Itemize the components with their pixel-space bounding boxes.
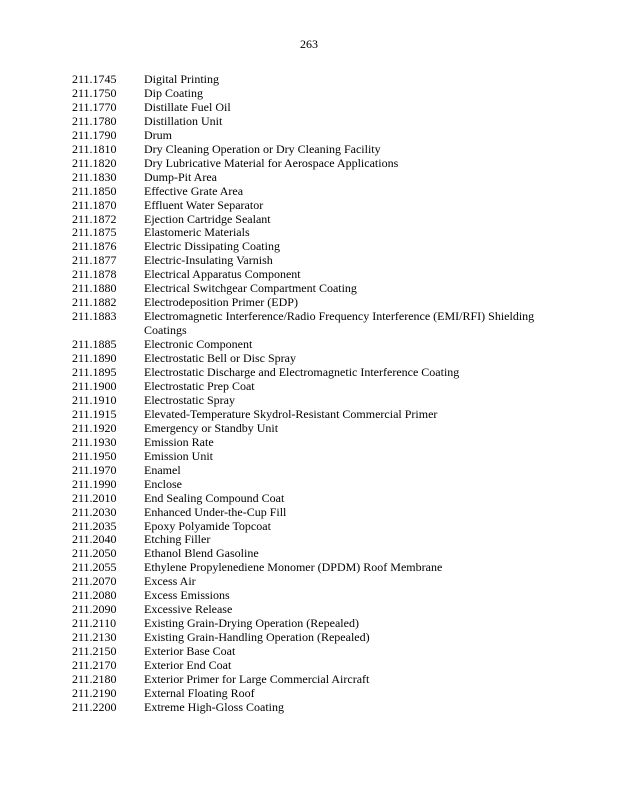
section-list <box>72 73 552 715</box>
section-entry <box>72 143 552 157</box>
section-title: End Sealing Compound Coat <box>144 490 285 505</box>
section-entry <box>72 506 552 520</box>
section-title: Effluent Water Separator <box>144 197 264 212</box>
section-entry <box>72 129 552 143</box>
section-number: 211.1850 <box>72 183 117 198</box>
section-entry <box>72 240 552 254</box>
section-title: Etching Filler <box>144 532 211 547</box>
section-number: 211.1990 <box>72 476 117 491</box>
section-number: 211.2090 <box>72 602 117 617</box>
section-number: 211.1882 <box>72 295 117 310</box>
section-entry <box>72 157 552 171</box>
section-entry <box>72 73 552 87</box>
section-entry <box>72 631 552 645</box>
section-entry <box>72 101 552 115</box>
section-entry <box>72 450 552 464</box>
section-number: 211.2110 <box>72 616 117 631</box>
section-entry <box>72 268 552 282</box>
section-number: 211.1885 <box>72 337 117 352</box>
section-title: Electronic Component <box>144 337 253 352</box>
section-number: 211.2055 <box>72 560 117 575</box>
section-number: 211.1915 <box>72 406 117 421</box>
section-entry <box>72 282 552 296</box>
section-number: 211.2080 <box>72 588 117 603</box>
section-title: Effective Grate Area <box>144 183 244 198</box>
section-entry <box>72 589 552 603</box>
section-number: 211.1810 <box>72 141 117 156</box>
section-number: 211.1900 <box>72 378 117 393</box>
section-number: 211.1870 <box>72 197 117 212</box>
section-entry <box>72 310 552 338</box>
section-entry <box>72 659 552 673</box>
section-title: Digital Printing <box>144 72 219 86</box>
section-number: 211.2010 <box>72 490 117 505</box>
section-entry <box>72 199 552 213</box>
section-title: Electrostatic Spray <box>144 392 235 407</box>
section-number: 211.2040 <box>72 532 117 547</box>
section-entry <box>72 687 552 701</box>
section-entry <box>72 603 552 617</box>
section-entry <box>72 645 552 659</box>
section-entry <box>72 366 552 380</box>
section-title: Exterior End Coat <box>144 658 232 673</box>
section-entry <box>72 673 552 687</box>
section-entry <box>72 533 552 547</box>
section-title: Ethanol Blend Gasoline <box>144 546 259 561</box>
section-title: Drum <box>144 127 172 142</box>
section-entry <box>72 408 552 422</box>
section-title: Elastomeric Materials <box>144 225 250 240</box>
section-entry <box>72 464 552 478</box>
section-number: 211.1970 <box>72 462 117 477</box>
section-entry <box>72 115 552 129</box>
section-number: 211.1930 <box>72 434 117 449</box>
section-title: Dip Coating <box>144 85 203 100</box>
section-number: 211.2070 <box>72 574 117 589</box>
section-number: 211.1820 <box>72 155 117 170</box>
section-number: 211.2190 <box>72 685 117 700</box>
section-title: Ejection Cartridge Sealant <box>144 211 271 226</box>
section-entry <box>72 254 552 268</box>
section-title: Electrostatic Discharge and Electromagnetic Interference Coating <box>144 365 460 380</box>
section-entry <box>72 547 552 561</box>
section-title: Emergency or Standby Unit <box>144 420 279 435</box>
section-entry <box>72 185 552 199</box>
section-title: Dump-Pit Area <box>144 169 217 184</box>
section-number: 211.1876 <box>72 239 117 254</box>
section-title: Electromagnetic Interference/Radio Frequency Interference (EMI/RFI) Shielding Coatings <box>144 309 535 338</box>
section-entry <box>72 575 552 589</box>
section-title: Distillation Unit <box>144 113 223 128</box>
section-title: Electrostatic Prep Coat <box>144 378 255 393</box>
section-entry <box>72 352 552 366</box>
section-title: Dry Lubricative Material for Aerospace Applications <box>144 155 399 170</box>
section-entry <box>72 171 552 185</box>
section-title: Enclose <box>144 476 182 491</box>
section-number: 211.2050 <box>72 546 117 561</box>
section-number: 211.2200 <box>72 699 117 714</box>
section-title: Elevated-Temperature Skydrol-Resistant Commercial Primer <box>144 406 438 421</box>
section-title: Electric-Insulating Varnish <box>144 253 273 268</box>
section-number: 211.2150 <box>72 644 117 659</box>
section-title: Exterior Base Coat <box>144 644 236 659</box>
section-number: 211.1910 <box>72 392 117 407</box>
section-title: Excess Air <box>144 574 196 589</box>
section-number: 211.2030 <box>72 504 117 519</box>
section-number: 211.1890 <box>72 351 117 366</box>
section-entry <box>72 296 552 310</box>
section-entry <box>72 338 552 352</box>
section-number: 211.1872 <box>72 211 117 226</box>
section-entry <box>72 478 552 492</box>
section-title: Electric Dissipating Coating <box>144 239 280 254</box>
section-title: Excess Emissions <box>144 588 230 603</box>
section-title: Emission Rate <box>144 434 214 449</box>
section-title: Enhanced Under-the-Cup Fill <box>144 504 287 519</box>
section-title: Existing Grain-Handling Operation (Repealed) <box>144 630 370 645</box>
section-entry <box>72 492 552 506</box>
section-entry <box>72 394 552 408</box>
section-entry <box>72 213 552 227</box>
page-number: 263 <box>300 37 318 51</box>
section-number: 211.1883 <box>72 309 117 324</box>
section-entry <box>72 87 552 101</box>
section-number: 211.2035 <box>72 518 117 533</box>
section-title: Enamel <box>144 462 181 477</box>
section-entry <box>72 561 552 575</box>
section-title: Electrical Apparatus Component <box>144 267 301 282</box>
section-title: Ethylene Propylenediene Monomer (DPDM) Roof Membrane <box>144 560 443 575</box>
section-number: 211.2130 <box>72 630 117 645</box>
section-number: 211.1895 <box>72 365 117 380</box>
section-entry <box>72 226 552 240</box>
section-number: 211.1790 <box>72 127 117 142</box>
section-number: 211.1770 <box>72 99 117 114</box>
section-number: 211.1950 <box>72 448 117 463</box>
section-title: Epoxy Polyamide Topcoat <box>144 518 271 533</box>
section-number: 211.1830 <box>72 169 117 184</box>
section-title: Electrical Switchgear Compartment Coating <box>144 281 357 296</box>
section-entry <box>72 380 552 394</box>
section-entry <box>72 422 552 436</box>
section-number: 211.2170 <box>72 658 117 673</box>
section-title: Emission Unit <box>144 448 214 463</box>
section-number: 211.1875 <box>72 225 117 240</box>
section-number: 211.1878 <box>72 267 117 282</box>
section-title: Excessive Release <box>144 602 233 617</box>
section-title: Exterior Primer for Large Commercial Aircraft <box>144 671 370 686</box>
section-title: Electrostatic Bell or Disc Spray <box>144 351 296 366</box>
section-entry <box>72 436 552 450</box>
section-number: 211.1750 <box>72 85 117 100</box>
section-title: Electrodeposition Primer (EDP) <box>144 295 298 310</box>
section-title: Distillate Fuel Oil <box>144 99 231 114</box>
section-title: External Floating Roof <box>144 685 255 700</box>
section-title: Dry Cleaning Operation or Dry Cleaning Facility <box>144 141 381 156</box>
section-number: 211.2180 <box>72 671 117 686</box>
section-number: 211.1780 <box>72 113 117 128</box>
section-entry <box>72 617 552 631</box>
section-number: 211.1880 <box>72 281 117 296</box>
section-title: Extreme High-Gloss Coating <box>144 699 284 714</box>
section-number: 211.1877 <box>72 253 117 268</box>
section-number: 211.1745 <box>72 72 117 86</box>
section-title: Existing Grain-Drying Operation (Repealed) <box>144 616 359 631</box>
section-entry <box>72 701 552 715</box>
section-number: 211.1920 <box>72 420 117 435</box>
section-entry <box>72 520 552 534</box>
